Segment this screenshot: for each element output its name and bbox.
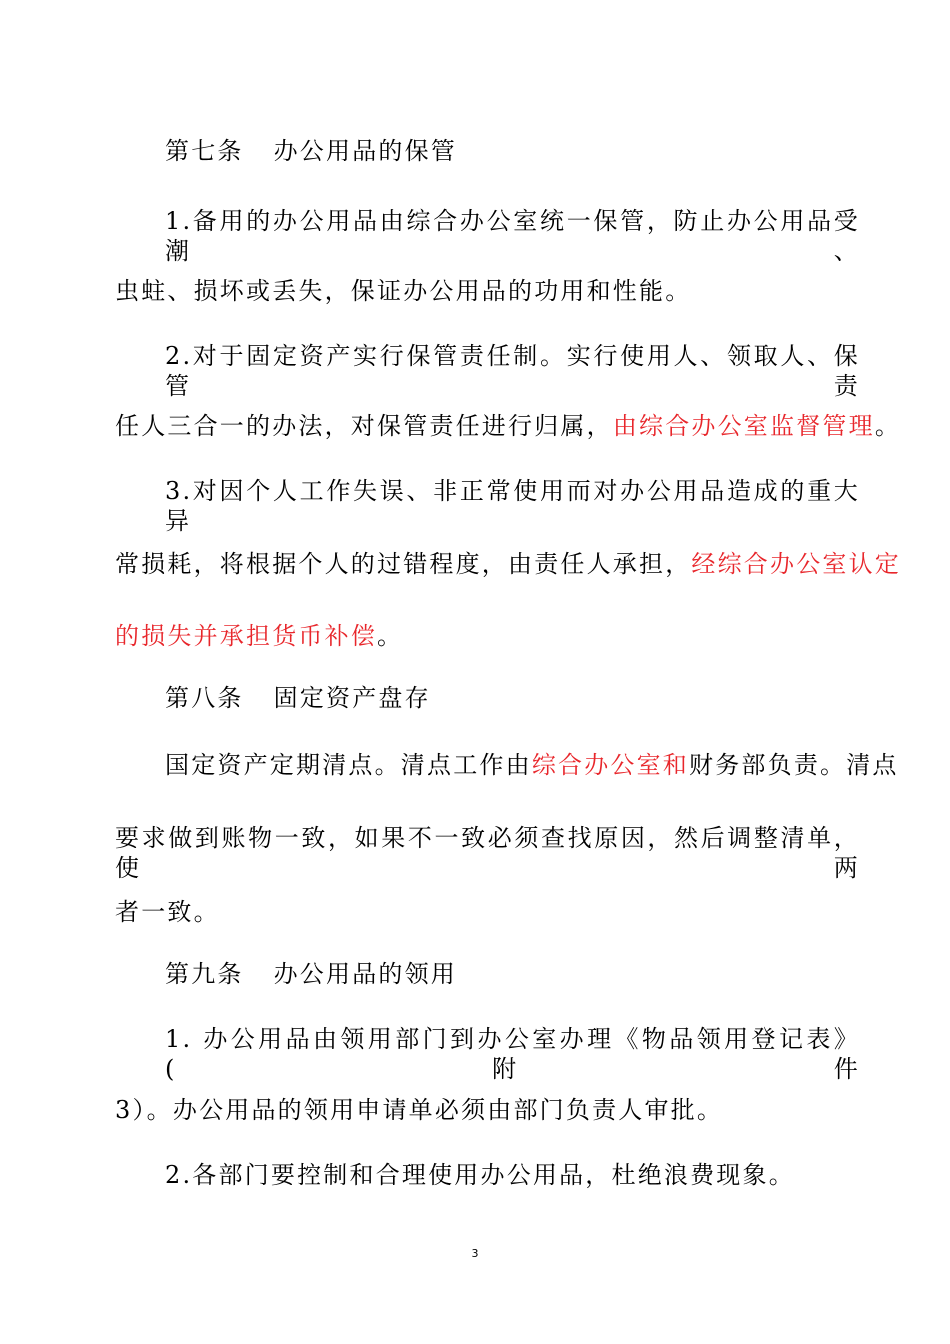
article-7-heading <box>165 136 860 166</box>
article-8-title: 固定资产盘存 <box>273 684 431 712</box>
article-7-para-2-line-1: 2.对于固定资产实行保管责任制。实行使用人、领取人、保管责 <box>165 342 860 400</box>
article-7-para-3-line-3 <box>115 621 860 651</box>
article-7-para-3-line-2 <box>115 549 902 579</box>
article-7-para-3-line-1: 3.对因个人工作失误、非正常使用而对办公用品造成的重大异 <box>165 477 860 535</box>
article-7-para-3-end: 。 <box>377 622 404 650</box>
article-7-title: 办公用品的保管 <box>273 137 458 165</box>
article-7-para-3-highlight: 经综合办公室认定 <box>691 550 902 578</box>
article-8-para-1-line-1 <box>165 750 899 780</box>
article-7-para-3-text: 常损耗，将根据个人的过错程度，由责任人承担， <box>115 550 692 578</box>
article-7-para-2-text: 任人三合一的办法，对保管责任进行归属， <box>115 412 613 440</box>
article-7-label: 第七条 <box>165 137 244 165</box>
article-7-para-1-line-2: 虫蛀、损坏或丢失，保证办公用品的功用和性能。 <box>115 277 692 305</box>
article-9-para-2-line-1: 2.各部门要控制和合理使用办公用品，杜绝浪费现象。 <box>165 1161 795 1189</box>
article-7-para-1-line-1: 1.备用的办公用品由综合办公室统一保管，防止办公用品受潮、 <box>165 207 860 265</box>
article-9-title: 办公用品的领用 <box>273 960 458 988</box>
article-9-label: 第九条 <box>165 960 244 988</box>
article-8-para-1-line-3: 者一致。 <box>115 898 220 926</box>
article-7-para-2-highlight: 由综合办公室监督管理 <box>612 412 875 440</box>
article-8-para-1-text-end: 财务部负责。清点 <box>689 751 899 779</box>
article-7-para-2-line-2 <box>115 411 902 441</box>
article-7-para-2-end: 。 <box>874 412 902 440</box>
article-9-heading <box>165 959 860 989</box>
article-9-para-1-line-1: 1. 办公用品由领用部门到办公室办理《物品领用登记表》(附件 <box>165 1025 860 1083</box>
article-8-label: 第八条 <box>165 684 244 712</box>
article-9-para-1-line-2: 3）。办公用品的领用申请单必须由部门负责人审批。 <box>115 1096 724 1124</box>
article-7-para-3-highlight-cont: 的损失并承担货币补偿 <box>115 622 377 650</box>
article-8-para-1-text: 国定资产定期清点。清点工作由 <box>165 751 532 779</box>
article-8-heading <box>165 683 860 713</box>
article-8-para-1-highlight: 综合办公室和 <box>531 751 690 779</box>
page-number: 3 <box>471 1247 479 1260</box>
article-8-para-1-line-2: 要求做到账物一致，如果不一致必须查找原因，然后调整清单，使两 <box>115 824 860 882</box>
